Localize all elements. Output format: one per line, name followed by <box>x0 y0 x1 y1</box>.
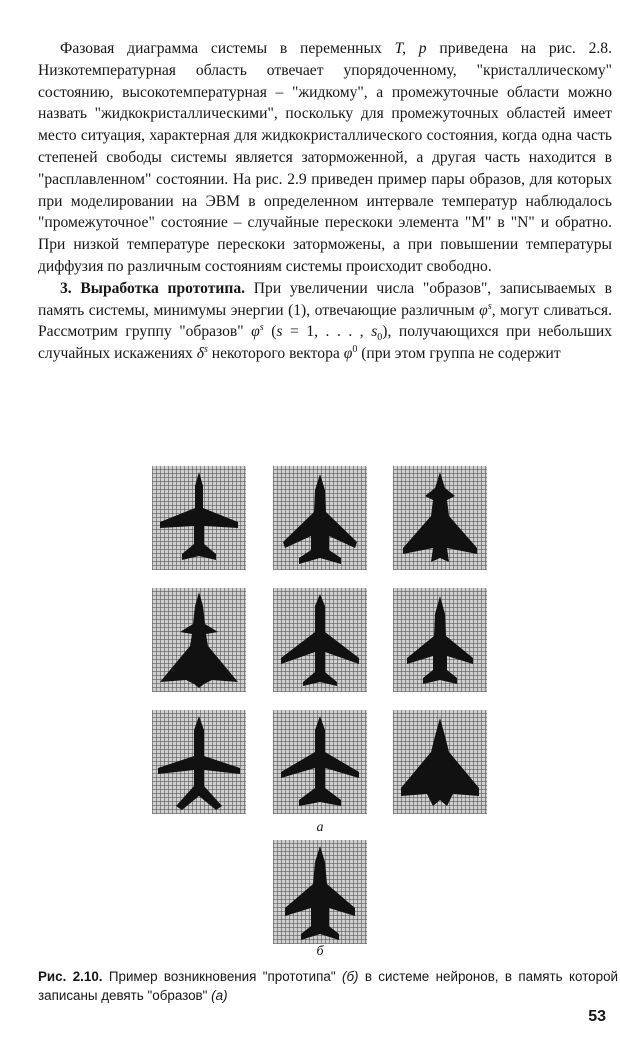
silhouette-shape <box>281 716 359 806</box>
text-segment: φ <box>251 323 260 341</box>
aircraft-silhouette-fighter-swept <box>273 466 367 570</box>
silhouette-shape <box>158 716 240 810</box>
aircraft-silhouette-x-tail-bomber <box>152 710 246 814</box>
aircraft-silhouette-prototype <box>273 840 367 944</box>
image-tile-6 <box>393 588 487 692</box>
text-segment: s <box>203 343 208 355</box>
silhouette-shape <box>401 718 479 806</box>
text-segment: T, p <box>394 40 427 57</box>
aircraft-silhouette-airliner-twin-tail <box>273 710 367 814</box>
subfigure-label-a: а <box>316 820 324 835</box>
text-segment: , могут сливаться. Рассмотрим группу "образов" <box>38 301 612 341</box>
caption-a-mark: (а) <box>211 988 228 1003</box>
text-segment: = 1, . . . , <box>282 323 372 341</box>
text-segment: (при этом группа не содержит <box>357 345 561 363</box>
silhouette-shape <box>281 594 359 686</box>
text-segment: 0 <box>377 332 383 344</box>
image-tile-7 <box>152 710 246 814</box>
aircraft-silhouette-fighter-straight-wing <box>152 466 246 570</box>
image-tile-2 <box>273 466 367 570</box>
text-segment: ( <box>263 323 277 341</box>
aircraft-silhouette-delta-canard <box>393 466 487 570</box>
text-segment: s <box>259 322 264 334</box>
caption-b-mark: (б) <box>341 969 359 984</box>
silhouette-shape <box>407 596 473 684</box>
image-tile-9 <box>393 710 487 814</box>
aircraft-silhouette-airliner-four-engine <box>273 588 367 692</box>
text-segment: s <box>371 323 378 341</box>
subfigure-label-b: б <box>316 944 324 959</box>
text-segment: При увеличении числа "образов", записываемых в память системы, минимумы энергии (1), отвечающие различным <box>38 279 613 319</box>
text-segment: приведена на рис. 2.8. Низкотемпературная область отвечает упорядоченному, "кристаллическому" состоянию, высокотемпературная – "жидкому", а промежуточные области можно назвать "жидкокристаллическими", поскольку для промежуточных областей имеет место ситуация, характерная для жидкокристаллического состояния, когда одна часть степеней свободы системы является заторможенной, а другая часть находится в "расплавленном" состоянии. На рис. 2.9 приведен пример пары образов, для которых при моделировании на ЭВМ в определенном интервале температур наблюдалось "промежуточное" состояние – случайные перескоки элемента "M" в "N" и обратно. При низкой температуре перескоки заторможены, а при повышении температуры диффузия по различным состояниям системы происходит свободно. <box>38 40 612 275</box>
figure-caption <box>38 967 618 1005</box>
text-segment: δ <box>196 345 204 363</box>
caption-label: Рис. 2.10. <box>38 969 103 984</box>
silhouette-shape <box>403 472 477 562</box>
aircraft-silhouette-delta-wide <box>393 710 487 814</box>
text-segment: ), получающихся при небольших случайных искажениях <box>38 323 612 363</box>
text-segment: φ <box>479 301 488 319</box>
image-tile-5 <box>273 588 367 692</box>
image-tile-8 <box>273 710 367 814</box>
silhouette-shape <box>160 472 238 560</box>
text-segment: 3. Выработка прототипа. <box>60 279 246 297</box>
image-tile-1 <box>152 466 246 570</box>
caption-text-1: Пример возникновения "прототипа" <box>102 969 342 984</box>
image-tile-3 <box>393 466 487 570</box>
page-number: 53 <box>588 1008 606 1025</box>
image-tile-4 <box>152 588 246 692</box>
aircraft-silhouette-double-delta <box>152 588 246 692</box>
text-segment: s <box>276 323 283 341</box>
text-segment: некоторого вектора <box>207 345 344 363</box>
aircraft-silhouette-fighter-swept-small <box>393 588 487 692</box>
text-segment: 0 <box>352 343 358 355</box>
image-tile-prototype <box>273 840 367 944</box>
text-segment: φ <box>343 345 353 363</box>
silhouette-shape <box>283 474 357 564</box>
silhouette-shape <box>285 846 355 940</box>
text-segment: Фазовая диаграмма системы в переменных <box>60 40 395 57</box>
silhouette-shape <box>160 592 238 688</box>
text-segment: s <box>487 300 492 312</box>
caption-text-2: в системе нейронов, в память которой записаны девять "образов" <box>38 969 618 1003</box>
